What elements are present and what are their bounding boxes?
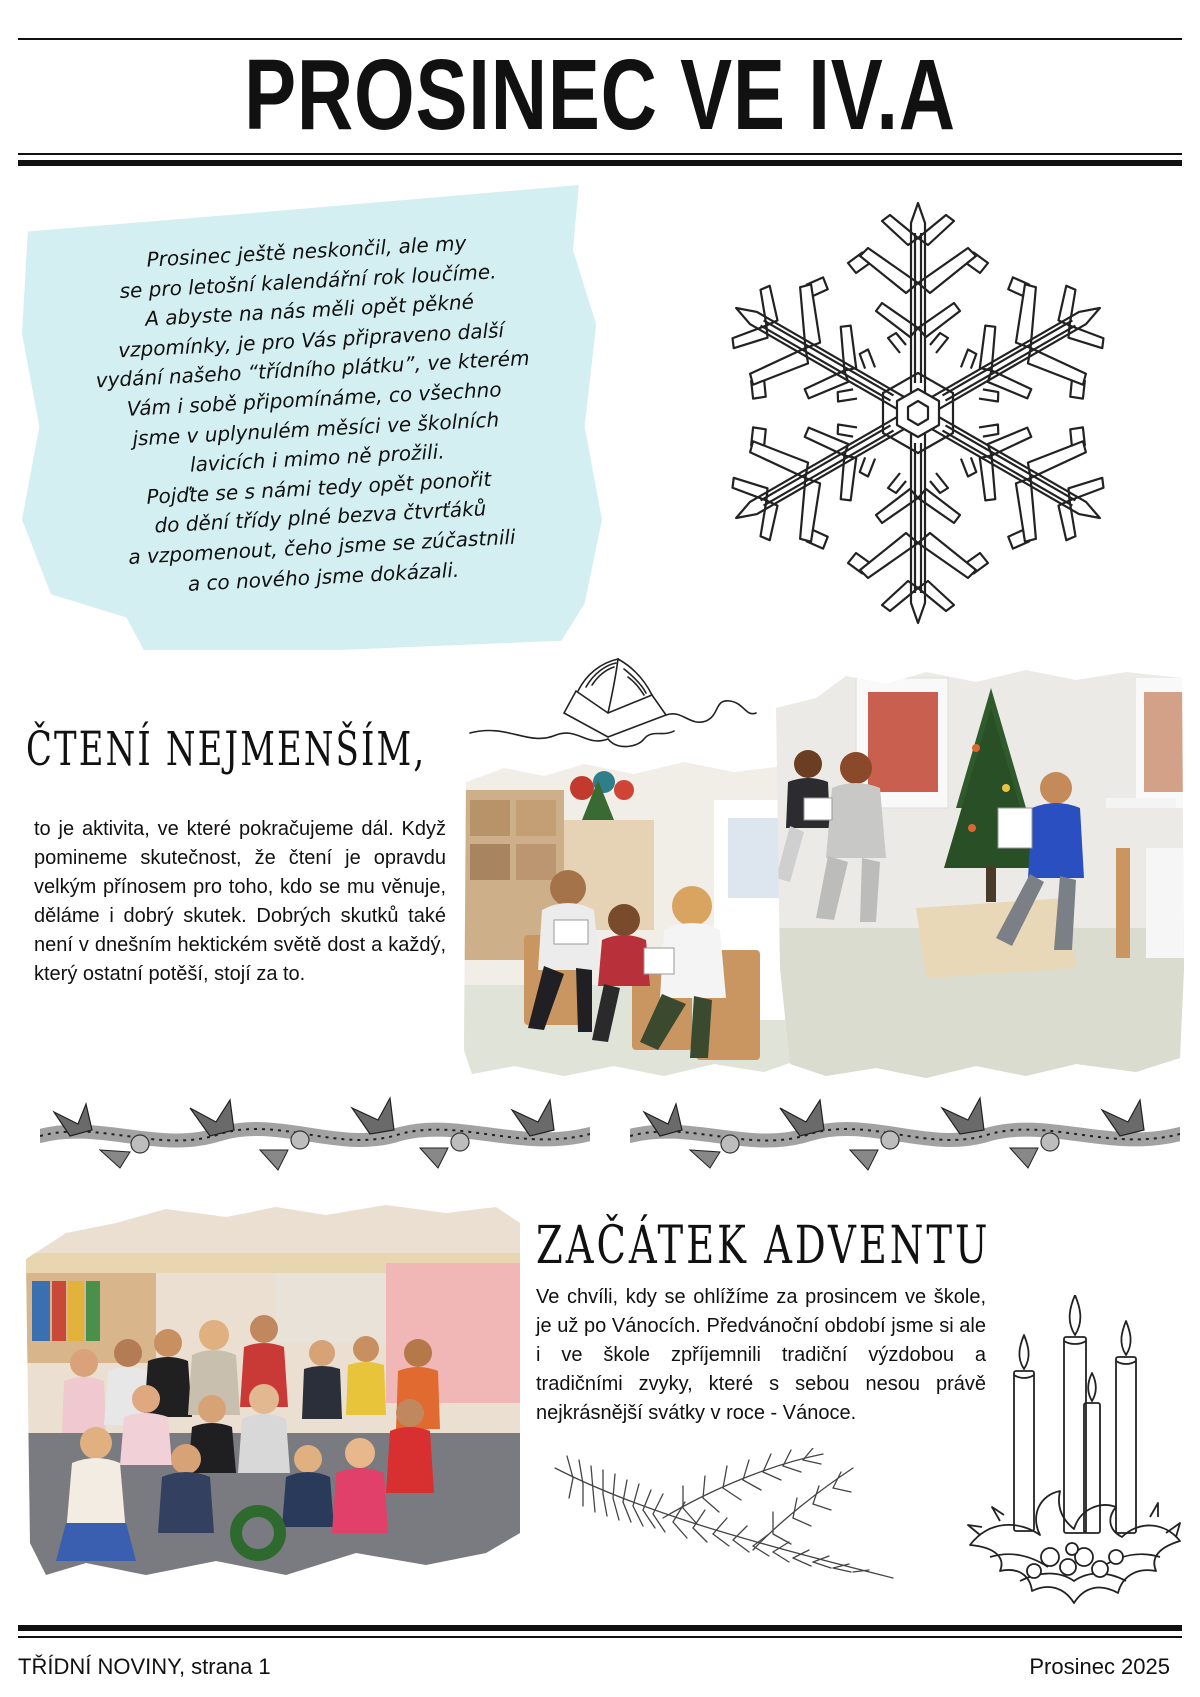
footer-rule-thin: [18, 1636, 1182, 1638]
page-title: PROSINEC VE IV.A: [244, 39, 956, 151]
snowflake-icon: [718, 188, 1118, 638]
reading-photo-right: [776, 668, 1186, 1080]
header-rule-thin: [18, 153, 1182, 155]
garland-right: [630, 1090, 1180, 1182]
advent-body: Ve chvíli, kdy se ohlížíme za prosincem ve škole, je už po Vánocích. Předvánoční období jsme si ale i ve škole zpříjemnili tradiční výzdobou a tradičními zvyky, které s sebou nesou právě nejkrásnější svátky v roce - Vánoce.: [536, 1286, 986, 1424]
reading-body: to je aktivita, ve které pokračujeme dál. Když pomineme skutečnost, že čtení je opravdu velkým přínosem pro toho, kdo se mu věnuje, děláme i dobrý skutek. Dobrých skutků také není v dnešním hektickém světě dost a každý, který ostatní potěší, stojí za to.: [34, 818, 446, 985]
class-photo: [26, 1203, 520, 1579]
footer-right: Prosinec 2025: [1029, 1654, 1170, 1679]
advent-heading: ZAČÁTEK ADVENTU: [536, 1216, 991, 1276]
pine-branch-icon: [553, 1448, 898, 1598]
header-rule-thick: [18, 160, 1182, 166]
footer-rule-thick: [18, 1625, 1182, 1631]
footer-left: TŘÍDNÍ NOVINY, strana 1: [18, 1654, 271, 1679]
reading-photo-left: [464, 760, 800, 1078]
reading-heading: ČTENÍ NEJMENŠÍM,: [26, 722, 427, 777]
garland-left: [40, 1090, 590, 1182]
advent-candles-icon: [960, 1295, 1188, 1615]
intro-text: Prosinec ještě neskončil, ale my se pro letošní kalendářní rok loučíme. A abyste na nás měli opět pěkné vzpomínky, je pro Vás připraveno další vydání našeho “třídního plátku”, ve kterém Vám i sobě připomínáme, co všechno jsme v uplynulém měsíci ve školních lavicích i mimo ně prožili. Pojďte se s námi tedy opět ponořit do dění třídy plné bezva čtvrťáků a vzpomenout, čeho jsme se zúčastnili a co nového jsme dokázali.: [95, 230, 531, 596]
open-book-icon: [468, 655, 758, 755]
